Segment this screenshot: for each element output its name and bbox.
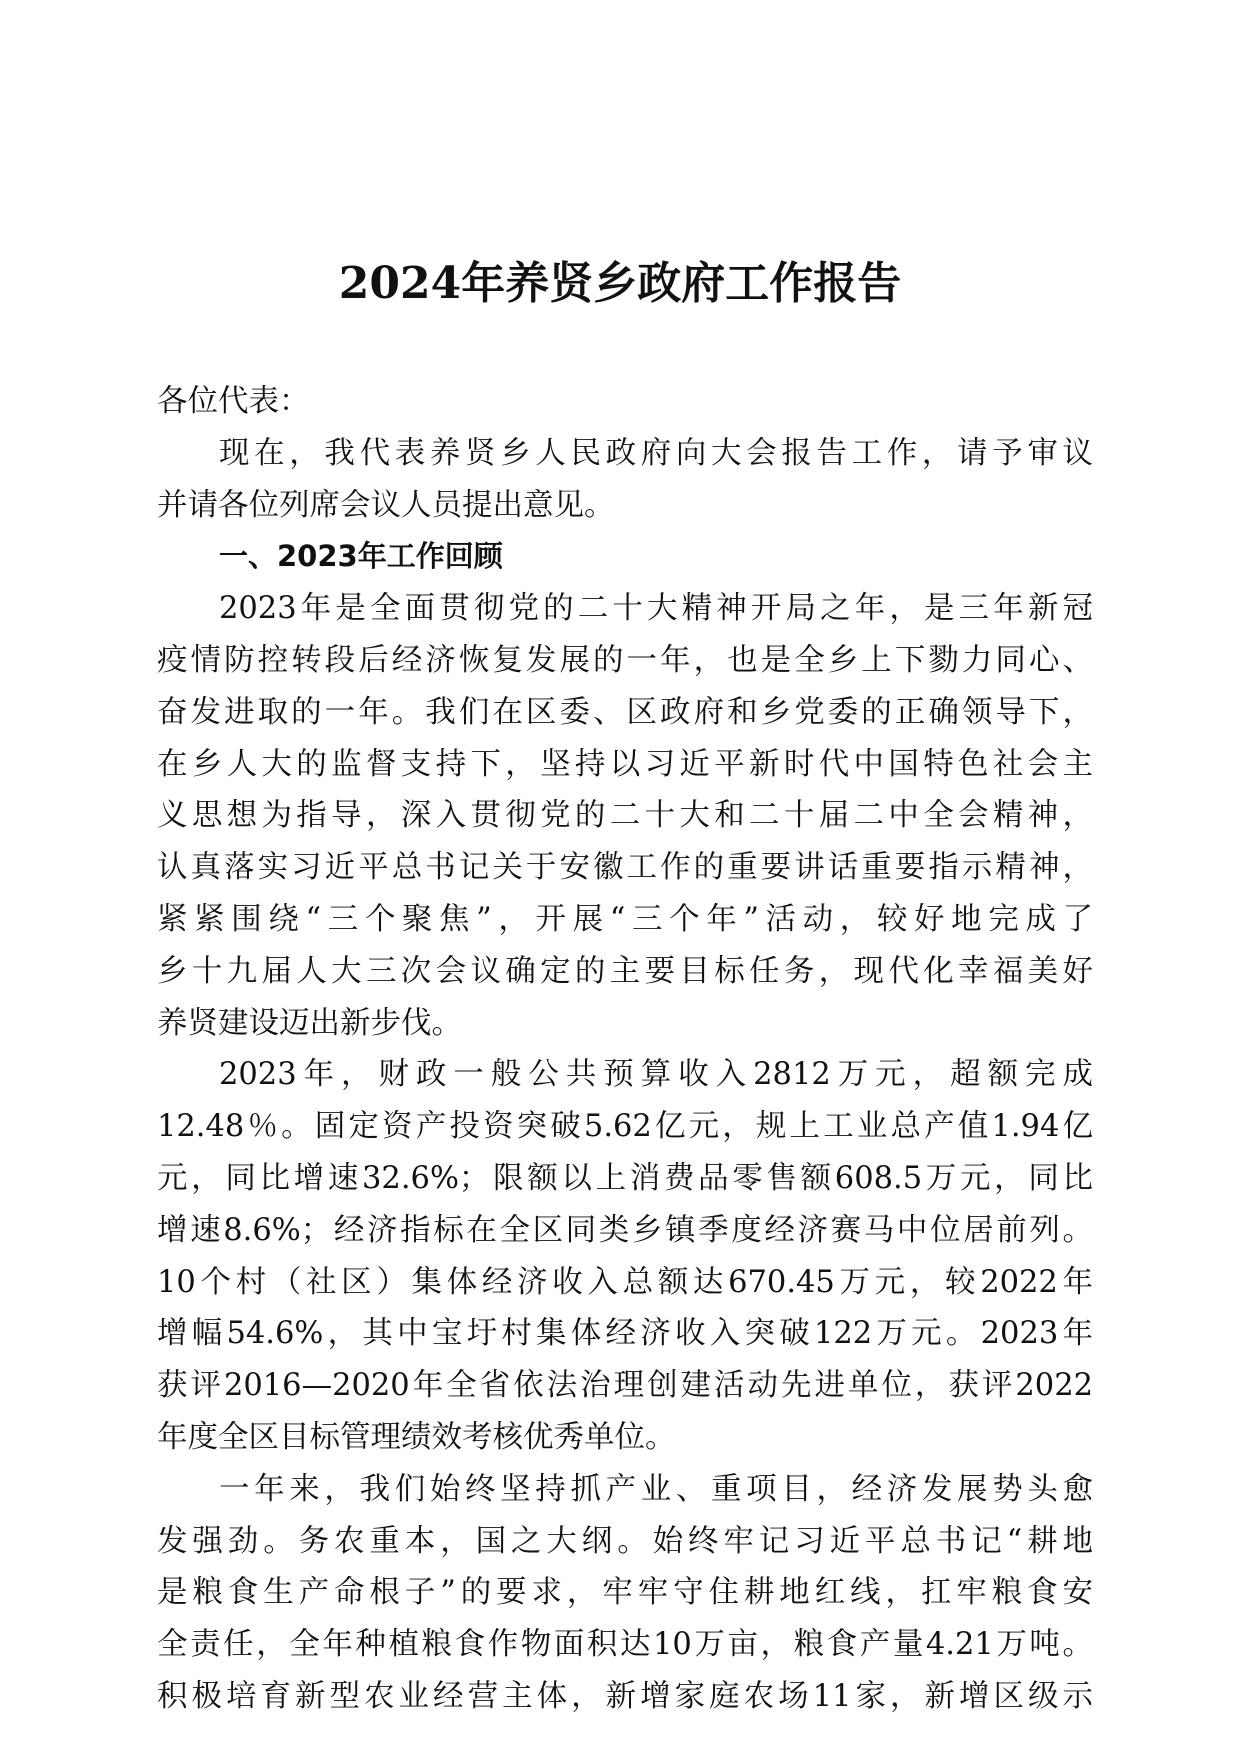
paragraph-line: 认真落实习近平总书记关于安徽工作的重要讲话重要指示精神， (157, 850, 1093, 886)
paragraph-line: 12.48％。固定资产投资突破5.62亿元，规上工业总产值1.94亿 (157, 1109, 1093, 1145)
section-heading: 一、2023年工作回顾 (219, 539, 503, 574)
document-title: 2024年养贤乡政府工作报告 (338, 258, 902, 309)
paragraph-line: 增速8.6%；经济指标在全区同类乡镇季度经济赛马中位居前列。 (157, 1212, 1093, 1248)
paragraph-line: 并请各位列席会议人员提出意见。 (157, 487, 615, 523)
paragraph-line: 在乡人大的监督支持下，坚持以习近平新时代中国特色社会主 (157, 746, 1093, 782)
paragraph-line: 积极培育新型农业经营主体，新增家庭农场11家，新增区级示 (157, 1678, 1093, 1714)
paragraph-line: 增幅54.6%，其中宝圩村集体经济收入突破122万元。2023年 (157, 1316, 1093, 1352)
paragraph-line: 乡十九届人大三次会议确定的主要目标任务，现代化幸福美好 (157, 953, 1093, 989)
paragraph-line: 2023年，财政一般公共预算收入2812万元，超额完成 (219, 1057, 1093, 1093)
paragraph-line: 奋发进取的一年。我们在区委、区政府和乡党委的正确领导下， (157, 694, 1093, 730)
paragraph-line: 年度全区目标管理绩效考核优秀单位。 (157, 1419, 676, 1455)
paragraph-line: 2023年是全面贯彻党的二十大精神开局之年，是三年新冠 (219, 591, 1093, 627)
paragraph-line: 全责任，全年种植粮食作物面积达10万亩，粮食产量4.21万吨。 (157, 1627, 1093, 1663)
paragraph-line: 10个村（社区）集体经济收入总额达670.45万元，较2022年 (157, 1264, 1093, 1300)
paragraph-line: 义思想为指导，深入贯彻党的二十大和二十届二中全会精神， (157, 798, 1093, 834)
paragraph-line: 紧紧围绕“三个聚焦”，开展“三个年”活动，较好地完成了 (157, 901, 1093, 937)
document-body (157, 376, 1093, 1723)
paragraph-line: 养贤建设迈出新步伐。 (157, 1005, 462, 1041)
paragraph-line: 是粮食生产命根子”的要求，牢牢守住耕地红线，扛牢粮食安 (157, 1575, 1093, 1611)
paragraph-line: 获评2016—2020年全省依法治理创建活动先进单位，获评2022 (157, 1368, 1093, 1404)
paragraph-line: 一年来，我们始终坚持抓产业、重项目，经济发展势头愈 (219, 1471, 1093, 1507)
paragraph-line: 现在，我代表养贤乡人民政府向大会报告工作，请予审议 (219, 435, 1093, 471)
paragraph-line: 疫情防控转段后经济恢复发展的一年，也是全乡上下勠力同心、 (157, 642, 1093, 678)
paragraph-line: 元，同比增速32.6%；限额以上消费品零售额608.5万元，同比 (157, 1160, 1093, 1196)
paragraph-line: 发强劲。务农重本，国之大纲。始终牢记习近平总书记“耕地 (157, 1523, 1093, 1559)
salutation-line: 各位代表： (157, 384, 310, 419)
